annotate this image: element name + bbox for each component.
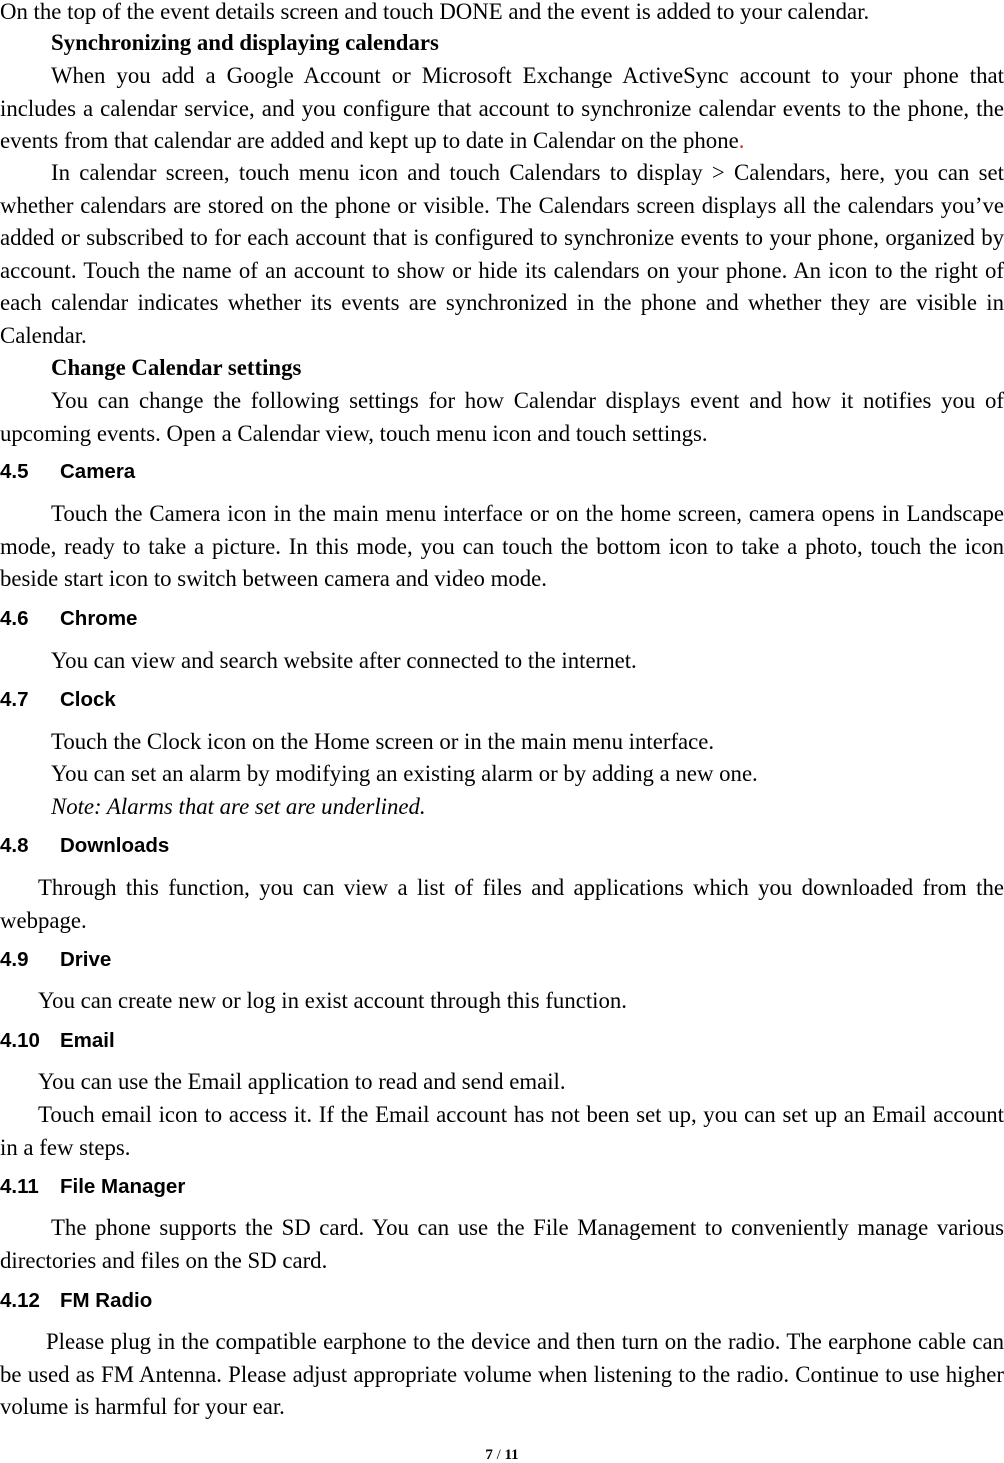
chrome-paragraph: You can view and search website after connected to the internet. xyxy=(51,648,637,673)
page-footer xyxy=(0,1447,1004,1463)
section-title: Clock xyxy=(60,688,116,711)
section-number: 4.10 xyxy=(0,1029,40,1052)
clock-note: Note: Alarms that are set are underlined. xyxy=(51,794,426,819)
settings-paragraph: You can change the following settings for how Calendar displays event and how it notifies you of upcoming events. Open a Calendar view, touch menu icon and touch settings. xyxy=(0,388,1004,446)
section-heading-file-manager xyxy=(0,1173,185,1201)
page-separator: / xyxy=(496,1447,501,1463)
section-title: Email xyxy=(60,1029,115,1052)
intro-line: On the top of the event details screen and touch DONE and the event is added to your calendar. xyxy=(0,0,870,24)
section-title: File Manager xyxy=(60,1175,186,1198)
email-paragraph-1: You can use the Email application to read and send email. xyxy=(38,1069,566,1094)
section-number: 4.6 xyxy=(0,607,29,630)
clock-paragraph-1: Touch the Clock icon on the Home screen or in the main menu interface. xyxy=(51,729,715,754)
sync-paragraph-1 xyxy=(0,60,1004,158)
drive-paragraph: You can create new or log in exist account through this function. xyxy=(38,988,628,1013)
settings-heading: Change Calendar settings xyxy=(51,355,302,380)
section-heading-fm-radio xyxy=(0,1287,152,1315)
clock-paragraph-2: You can set an alarm by modifying an existing alarm or by adding a new one. xyxy=(51,761,758,786)
sync-paragraph-1-end: . xyxy=(738,128,745,153)
section-title: Camera xyxy=(60,460,136,483)
section-number: 4.11 xyxy=(0,1175,39,1198)
section-title: Drive xyxy=(60,948,112,971)
section-heading-email xyxy=(0,1027,115,1055)
section-number: 4.7 xyxy=(0,688,29,711)
section-heading-chrome xyxy=(0,605,137,633)
sync-paragraph-1-text: When you add a Google Account or Microsoft Exchange ActiveSync account to your phone that includes a calendar service, and you configure that account to synchronize calendar events to the phone, the events from that calendar are added and kept up to date in Calendar on the phone xyxy=(0,63,1004,153)
section-title: FM Radio xyxy=(60,1289,153,1312)
email-paragraph-2: Touch email icon to access it. If the Email account has not been set up, you can set up an Email account in a few steps. xyxy=(0,1102,1004,1160)
section-heading-downloads xyxy=(0,832,169,860)
sync-paragraph-2: In calendar screen, touch menu icon and touch Calendars to display > Calendars, here, you can set whether calendars are stored on the phone or visible. The Calendars screen displays all the calendars you’ve added or subscribed to for each account that is configured to synchronize events to your phone, organized by account. Touch the name of an account to show or hide its calendars on your phone. An icon to the right of each calendar indicates whether its events are synchronized in the phone and whether they are visible in Calendar. xyxy=(0,160,1004,348)
sync-heading: Synchronizing and displaying calendars xyxy=(51,30,439,55)
page-number: 7 xyxy=(485,1447,493,1463)
section-number: 4.12 xyxy=(0,1289,40,1312)
section-heading-camera xyxy=(0,458,135,486)
camera-paragraph: Touch the Camera icon in the main menu interface or on the home screen, camera opens in Landscape mode, ready to take a picture. In this mode, you can touch the bottom icon to take a photo, touch the icon beside start icon to switch between camera and video mode. xyxy=(0,501,1004,591)
section-number: 4.5 xyxy=(0,460,29,483)
section-heading-clock xyxy=(0,686,116,714)
downloads-paragraph: Through this function, you can view a list of files and applications which you downloaded from the webpage. xyxy=(0,875,1004,933)
fm-radio-paragraph: Please plug in the compatible earphone to the device and then turn on the radio. The earphone cable can be used as FM Antenna. Please adjust appropriate volume when listening to the radio. Continue to use higher volume is harmful for your ear. xyxy=(0,1329,1004,1419)
section-title: Chrome xyxy=(60,607,138,630)
section-number: 4.8 xyxy=(0,834,29,857)
section-title: Downloads xyxy=(60,834,170,857)
page-total: 11 xyxy=(504,1447,519,1463)
file-manager-paragraph: The phone supports the SD card. You can use the File Management to conveniently manage various directories and files on the SD card. xyxy=(0,1215,1004,1273)
section-heading-drive xyxy=(0,946,111,974)
section-number: 4.9 xyxy=(0,948,29,971)
